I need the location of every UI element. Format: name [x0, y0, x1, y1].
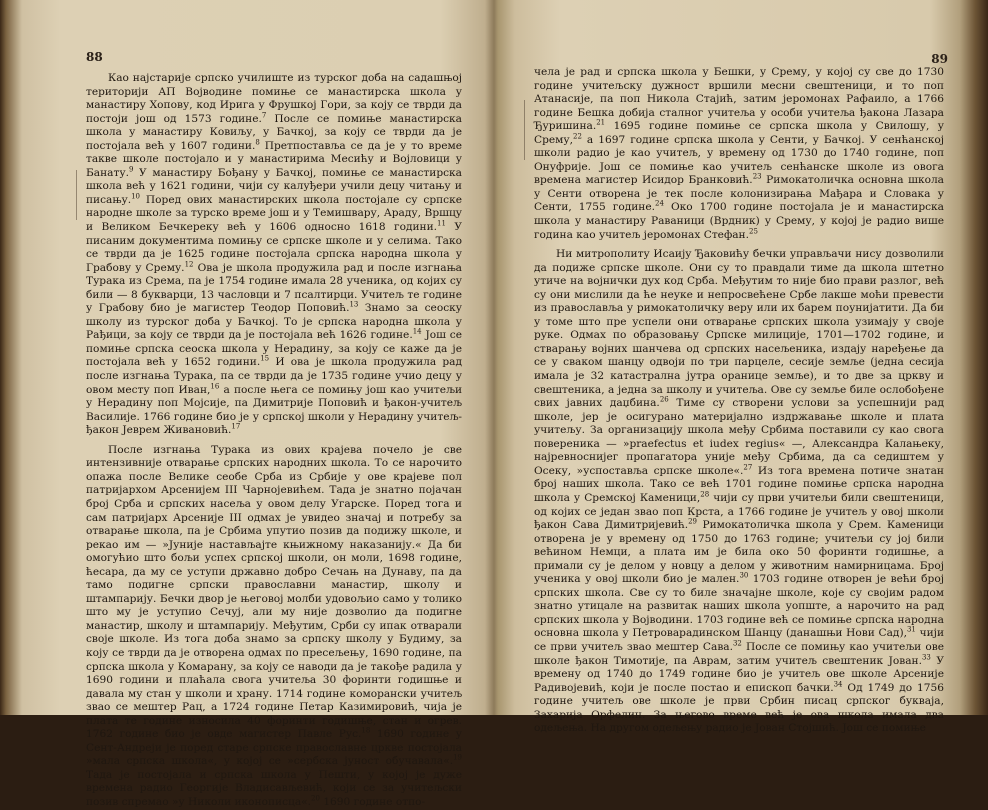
left-page — [0, 0, 494, 808]
text-run: После се помиње манастирска школа у манастиру Ковиљу, у Бачкој, за коју се тврди да је постојала већ у 1607 години. — [86, 112, 462, 152]
text-run: Од 1749 до 1756 године учитељ ове школе је први Србин писац српског букваја, Захарија Орфелин. За његово време већ је ова школа имала два одељења. На другом одељењу радио је Јован Стојшић. Још се помиње — [534, 681, 945, 735]
footnote-marker: 19 — [453, 753, 462, 762]
text-run: Око 1700 године постојала је и манастирска школа у манастиру Раваници (Врдник) у Срему, у којој је радио више година као учитељ јеромонах Стефан. — [534, 201, 944, 241]
footnote-marker: 14 — [412, 327, 422, 336]
footnote-marker: 15 — [260, 354, 270, 363]
text-run: чији су први учитељи били свештеници, од којих се један звао поп Крста, а 1766 године је учитељ у овој школи ђакон Сава Димитријевић. — [534, 491, 944, 532]
text-run: Ни митрополиту Исаију Ђаковићу бечки управљачи нису дозволили да подиже српске школе. Они су то правдали тиме да школа штетно утиче на војнички дух код Срба. Међутим то није био прави разлог, већ су они мислили да ће неуке и непросвећене Србе лакше моћи превести из православља у римокатоличку веру или их барем поунијатити. Да би у томе што пре успели они отварање српских школа узимају у своје руке. Одмах по образовању Српске милиције, 1701—1702 године, и стварању војних шанчева од српских насељеника, издају наређење да се у сваком шанцу одвоји по три парцеле, сесије земље (једна сесија имала је 32 катастрална јутра оранице земље), и то две за цркву и свештеника, а једна за школу и учитеља. Ове су земље биле ослобођене свих јавних даџбина. — [534, 248, 944, 410]
footnote-marker: 24 — [654, 199, 664, 208]
right-page — [494, 0, 988, 735]
footnote-marker: 20 — [311, 794, 320, 803]
text-run: После се помињу као учитељи ове школе ђакон Тимотије, па Аврам, затим учитељ свештеник Јован. — [534, 640, 944, 667]
text-run: 1695 године помиње се српска школа у Свилошу, у Срему, — [534, 120, 944, 146]
text-run: чела је рад и српска школа у Бешки, у Срему, у којој су све до 1730 године учитељску дужност вршили месни свештеници, и то поп Атанасије, па поп Никола Стајић, затим јеромонах Рафаило, а 1766 године Бешка добија сталног учитеља у особи учитеља ђакона Лазара Ђуришина. — [534, 66, 944, 133]
text-run: Поред ових манастирских школа постојале су српске народне школе за турско време још и у Темишвару, Араду, Вршцу и Великом Бечкереку већ у 1606 односно 1618 години. — [86, 193, 462, 234]
footnote-marker: 16 — [210, 382, 220, 391]
text-run: И ова је школа продужила рад после изгнања Турака, па се тврди да је 1735 године учио децу у овом месту поп Иван, — [86, 356, 462, 396]
footnote-marker: 34 — [833, 680, 843, 689]
footnote-marker: 12 — [184, 260, 194, 269]
text-run: Знамо за сеоску школу из турског доба у Бачкој. То је српска народна школа у Рађици, за коју се тврди да је постојала већ 1626 године. — [86, 302, 462, 342]
footnote-marker: 13 — [349, 300, 359, 309]
text-run: После изгнања Турака из ових крајева почело је све интензивније отварање српских народних школа. То се нарочито опажа после Велике сеобе Срба из Србије у ове крајеве пол патријархом Арсенијем III Чарнојевићем. Тада је знатно појачан број Срба и српских насеља у овом делу Угарске. Поред тога и сам патријарх Арсеније III одмах је увидео значај и потребу за отварање школа, па је Србима упутио позив да подижу школе, и рекао им — »Јуније настављајте књижному наказанију.« Да би омогућио што бољи успех српској школи, он моли, 1698 године, ћесара, да му се уступи државно добро Сечањ на Дунаву, па да тамо подигне српски православни манастир, школу и штампарију. Бечки двор је његовој молби удовољио само у толико што му је уступио Сечуј, али му није дозволио да подигне манастир, школу и штампарију. Међутим, Срби су ипак отварали своје школе. Из тога доба знамо за српску школу у Будиму, за коју се тврди да је отворена одмах по пресељењу, 1690 године, па српска школа у Комарану, за коју се наводи да је такође радила у 1690 години и плаћала свога учитеља 30 форинти годишње и давала му стан у школи и храну. 1714 године коморански учитељ звао се мештер Рац, а 1724 године Петар Казимировић, чија је плата те године износила 40 форинти годишње, стан и огрев. 1762 године био је овде магистер Павле Рус. — [86, 443, 462, 741]
text-run: 1690 године отпо- — [319, 795, 426, 808]
text-run: Још се помиње српска сеоска школа у Нерадину, за коју се каже да је постојала већ у 1652 години. — [86, 329, 462, 369]
footnote-marker: 23 — [752, 172, 762, 181]
footnote-marker: 8 — [255, 138, 260, 147]
text-run: У писаним документима помињу се српске школе и у селима. Тако се тврди да је 1625 године постојала српска народна школа у Грабову у Срему. — [86, 221, 462, 274]
footnote-marker: 26 — [659, 395, 669, 404]
paragraph — [86, 72, 462, 438]
footnote-marker: 33 — [921, 652, 931, 661]
paragraph — [534, 248, 944, 736]
page-number: 88 — [86, 50, 103, 64]
text-run: а после њега се помињу још као учитељи у Нерадину поп Мојсије, па Димитрије Поповић и ђакон-учитељ Василије. 1766 године био је у српској школи у Нерадину учитељ-ђакон Јеврем Живановић. — [86, 383, 463, 437]
footnote-marker: 25 — [749, 227, 758, 236]
text-run: 1690 године у Сент-Андреји је поред старе српске православне цркве постојала »мала српска школа«, у којој се »сербска јуност обучавала«. — [86, 728, 462, 768]
text-run: Тиме су створени услови за успешнији рад школе, јер је осигурано материјално издржавање школе и плата учитељу. За организацију школа међу Србима поставили су као свога повереника — »praefectus et iudex regius« —, Александра Калањеку, најревноснијег пропагатора уније међу Србима, да са седиштем у Осеку, »успоставља српске школе«. — [534, 397, 944, 477]
footnote-marker: 30 — [739, 571, 749, 580]
paragraph — [534, 66, 944, 242]
footnote-marker: 29 — [688, 517, 697, 526]
page-text — [534, 66, 944, 736]
text-run: а 1697 године српска школа у Сенти, у Бачкој. У сенћанској школи радио је као учитељ, у времену од 1730 до 1740 године, поп Онуфрије. Још се помиње као учитељ сенћанске школе из овога времена магистер Исидор Бранковић. — [534, 133, 944, 187]
footnote-marker: 10 — [131, 192, 141, 201]
text-run: Из тога времена потиче знатан број наших школа. Тако се већ 1701 године помиње српска народна школа у Сремској Каменици, — [534, 464, 944, 504]
text-run: чији се први учитељ звао мештер Сава. — [534, 627, 945, 653]
footnote-marker: 21 — [596, 118, 606, 127]
text-run: У времену од 1740 до 1749 године био је учитељ ове школе Арсеније Радивојевић, који је после постао и епископ бачки. — [534, 654, 945, 694]
text-run: Римокатоличка школа у Срем. Каменици отворена је у времену од 1750 до 1763 године; учитељи су јој били већином Немци, а плата им је била око 50 форинти годишње, а примали су је делом у новцу а делом у животним намирницама. Број ученика у овој школи био је мален. — [534, 519, 944, 586]
text-run: Тада је постојала и српска школа у Пешти, у којој је дуже времена радио Георгије Владисављевић, који се за учитељски позив спремао »у Николи иконописца«. — [86, 768, 462, 808]
footnote-marker: 7 — [261, 111, 267, 120]
footnote-marker: 27 — [743, 463, 753, 472]
text-run: Као најстарије српско училиште из турског доба на садашњој територији АП Војводине помиње се манастирска школа у манастиру Хопову, код Ирига у Фрушкој Гори, за коју се тврди да постоји још од 1573 године. — [86, 72, 462, 125]
text-run: Ова је школа продужила рад и после изгнања Турака из Срема, па је 1754 године имала 28 ученика, од којих су били — 8 букварци, 13 часловци и 7 псалтирци. Учитељ те године у Грабову био је магистер Теодор Поповић. — [86, 261, 462, 315]
text-run: Претпоставља се да је у то време такве школе постојало и у манастирима Месићу и Војловици у Банату. — [86, 139, 463, 179]
footnote-marker: 17 — [231, 422, 241, 431]
text-run: 1703 године отворен је већи број српских школа. Све су то биле значајне школе, које су својим радом знатно утицале на развитак наших школа уопште, а нарочито на рад српских школа у Војводини. 1703 године већ се помиње српска народна основна школа у Петроварадинском Шанцу (данашњи Нови Сад), — [534, 573, 944, 640]
footnote-marker: 11 — [437, 219, 446, 228]
text-run: У манастиру Бођану у Бачкој, помиње се манастирска школа већ у 1621 години, чији су калуђери учили децу читању и писању. — [86, 166, 462, 206]
footnote-marker: 28 — [700, 490, 710, 499]
footnote-marker: 9 — [128, 165, 134, 174]
page-number: 89 — [931, 52, 948, 66]
footnote-marker: 31 — [906, 625, 916, 634]
footnote-marker: 32 — [732, 639, 742, 648]
footnote-marker: 22 — [573, 132, 582, 141]
footnote-marker: 18 — [361, 726, 371, 735]
margin-mark — [524, 100, 525, 160]
margin-mark — [76, 170, 77, 220]
paragraph — [86, 444, 462, 810]
page-text — [86, 72, 462, 810]
text-run: Римокатоличка основна школа у Сенти отворена је тек после колонизирања Мађара и Словака у Сенти, 1755 године. — [534, 174, 944, 214]
